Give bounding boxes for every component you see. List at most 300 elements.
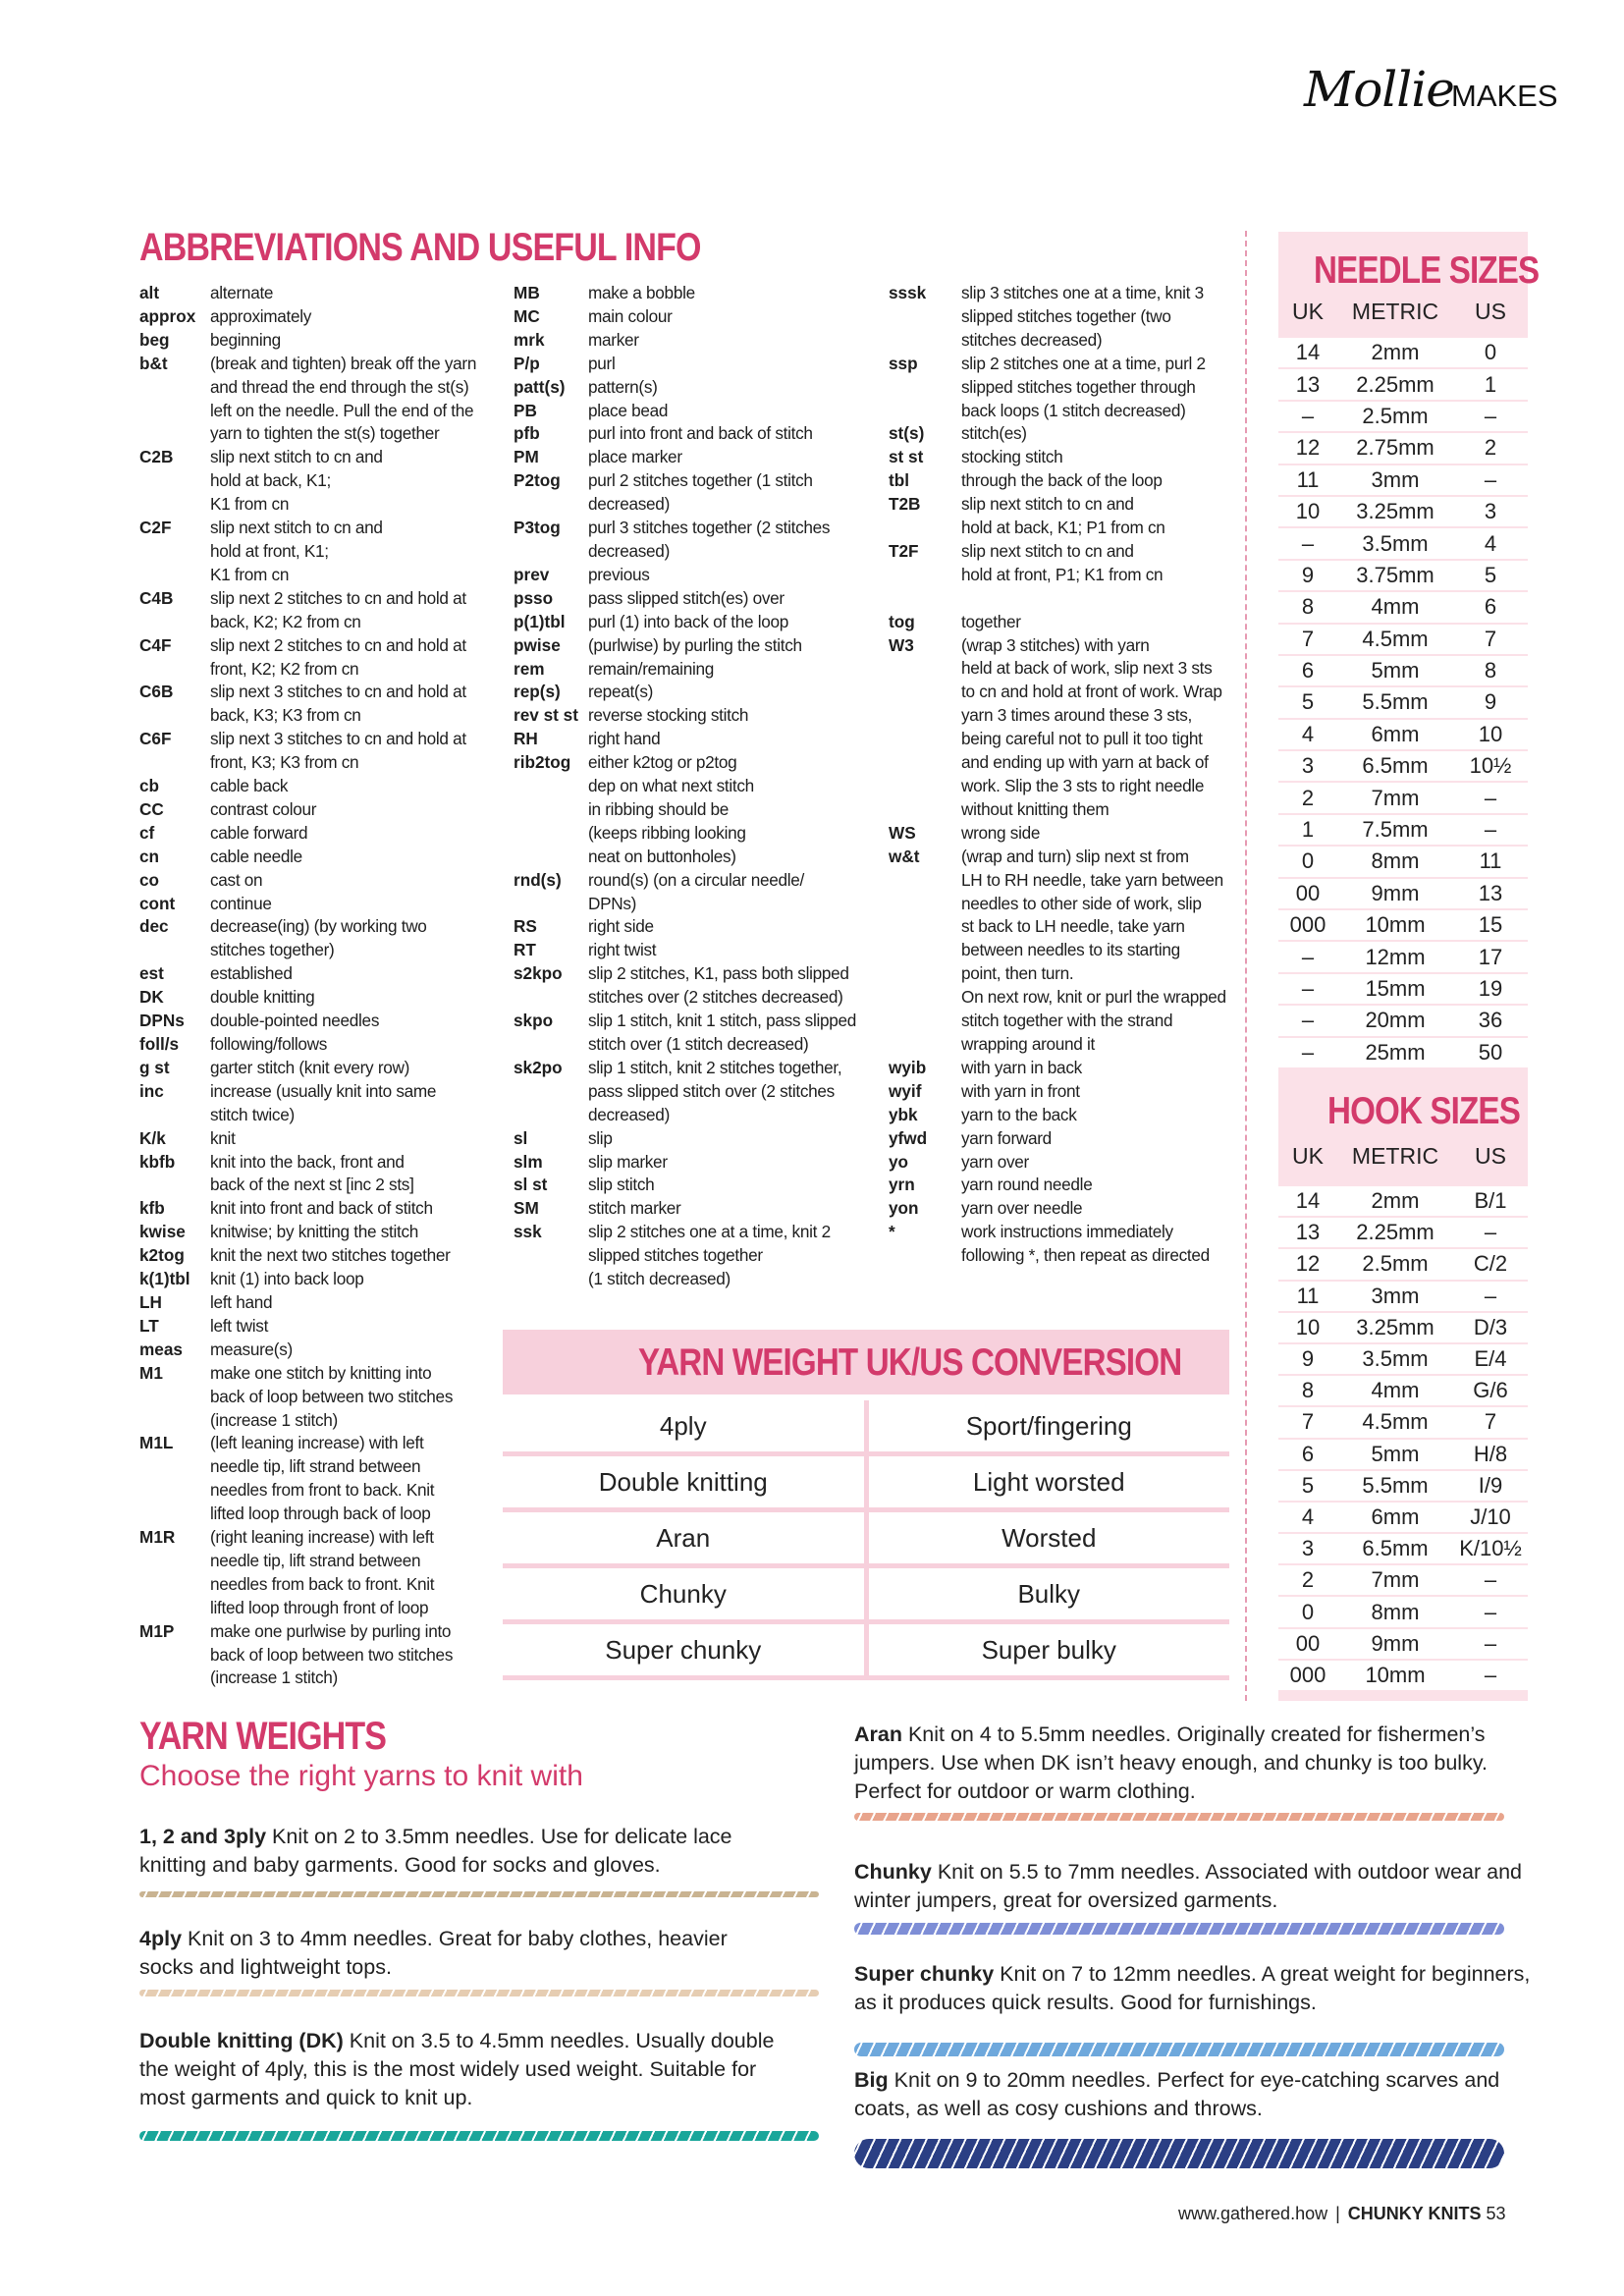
abbreviation-row (889, 564, 1227, 587)
abbreviation-meaning: back of the next st [inc 2 sts] (210, 1175, 414, 1195)
abbreviation-meaning: beginning (210, 329, 281, 350)
yarn-strand-image (854, 2043, 1504, 2056)
abbreviation-meaning: (keeps ribbing looking (588, 822, 746, 843)
uk-size: – (1301, 976, 1315, 1001)
yarn-weight-description (139, 1925, 778, 1982)
abbreviation-row (514, 1057, 862, 1080)
abbreviation-term: psso (514, 587, 554, 608)
abbreviation-term: st st (889, 447, 924, 467)
abbreviation-term: * (889, 1222, 895, 1242)
abbreviation-row (514, 493, 862, 517)
metric-size: 8mm (1371, 848, 1420, 874)
abbreviation-term: M1L (139, 1433, 174, 1453)
abbreviation-meaning: slip (588, 1127, 613, 1148)
uk-size: – (1301, 1039, 1315, 1065)
abbreviation-row (514, 540, 862, 564)
abbreviation-term: P/p (514, 353, 540, 373)
abbreviation-term: co (139, 869, 160, 890)
size-row (1278, 1471, 1528, 1501)
abbreviation-row (139, 915, 478, 939)
metric-size: 25mm (1365, 1039, 1426, 1065)
abbreviation-meaning: neat on buttonholes) (588, 846, 736, 866)
abbreviation-row (139, 446, 478, 469)
abbreviation-term: ybk (889, 1104, 918, 1124)
yarn-conversion-grid (503, 1400, 1229, 1680)
abbreviation-meaning: slipped stitches together (588, 1245, 763, 1266)
abbreviation-term: k(1)tbl (139, 1269, 190, 1289)
abbreviation-meaning (961, 587, 1227, 611)
yarn-weights-title: YARN WEIGHTS (139, 1715, 387, 1758)
abbreviation-meaning: slip 1 stitch, knit 1 stitch, pass slipped (588, 1011, 857, 1031)
abbreviation-row (139, 282, 478, 305)
us-size: 36 (1478, 1008, 1503, 1033)
abbreviation-row (139, 1409, 478, 1433)
abbreviation-meaning: back, K3; K3 from cn (210, 705, 361, 726)
yarn-weight-text: Knit on 7 to 12mm needles. A great weight for beginners, as it produces quick results. Good for furnishings. (854, 1962, 1531, 2014)
abbreviation-meaning: (wrap 3 stitches) with yarn (961, 634, 1150, 655)
abbreviation-meaning: knit into the back, front and (210, 1151, 405, 1172)
abbreviation-term (514, 1244, 588, 1268)
abbreviation-row (139, 1080, 478, 1104)
abbreviation-term: rev st st (514, 705, 578, 726)
abbreviation-term (889, 305, 961, 329)
size-row (1278, 369, 1528, 399)
abbreviation-meaning: (increase 1 stitch) (210, 1409, 338, 1430)
abbreviation-row (139, 775, 478, 798)
abbreviation-row (514, 1010, 862, 1033)
metric-size: 6mm (1371, 721, 1420, 746)
abbreviation-meaning: On next row, knit or purl the wrapped (961, 987, 1226, 1008)
abbreviation-term: prev (514, 564, 550, 584)
size-row (1278, 974, 1528, 1004)
abbreviation-term (514, 1080, 588, 1104)
abbreviation-term (889, 962, 961, 986)
metric-size: 6mm (1371, 1503, 1420, 1529)
abbreviation-row (514, 1127, 862, 1151)
abbreviations-column-3 (889, 282, 1227, 1268)
abbreviation-term: rep(s) (514, 682, 561, 702)
abbreviation-meaning: continue (210, 893, 272, 913)
abbreviation-term (514, 822, 588, 846)
abbreviation-term: PB (514, 400, 537, 420)
abbreviation-row (889, 775, 1227, 798)
abbreviation-meaning: cast on (210, 869, 263, 890)
abbreviation-row (139, 1386, 478, 1409)
abbreviation-term: P3tog (514, 518, 561, 538)
abbreviation-meaning: point, then turn. (961, 963, 1074, 984)
abbreviation-row (139, 1432, 478, 1455)
uk-size: 00 (1295, 880, 1321, 905)
abbreviation-term: patt(s) (514, 376, 566, 397)
size-row (1278, 338, 1528, 367)
uk-size: 7 (1301, 1409, 1315, 1435)
size-row (1278, 847, 1528, 876)
abbreviation-meaning: front, K2; K2 from cn (210, 658, 359, 679)
hook-sizes-table (1278, 1078, 1528, 1701)
size-row (1278, 1597, 1528, 1626)
abbreviation-meaning: decreased) (588, 1104, 670, 1124)
abbreviation-meaning: (increase 1 stitch) (210, 1667, 338, 1688)
abbreviation-term: s2kpo (514, 963, 563, 984)
metric-size: 3.75mm (1356, 562, 1435, 587)
us-size: 9 (1484, 689, 1497, 715)
abbreviation-term: RH (514, 729, 538, 749)
abbreviation-term: LT (139, 1315, 159, 1336)
abbreviation-meaning: stitches over (2 stitches decreased) (588, 987, 843, 1008)
abbreviation-meaning: reverse stocking stitch (588, 705, 749, 726)
yarn-weight-description (139, 1823, 778, 1880)
abbreviation-meaning: measure(s) (210, 1339, 293, 1359)
abbreviation-term: alt (139, 283, 160, 302)
us-size: 7 (1484, 626, 1497, 651)
abbreviation-term: RS (514, 916, 537, 937)
abbreviation-row (139, 1597, 478, 1620)
abbreviation-meaning: slip next 2 stitches to cn and hold at (210, 587, 466, 608)
abbreviation-term (514, 1104, 588, 1127)
abbreviation-meaning: round(s) (on a circular needle/ (588, 869, 804, 890)
abbreviation-term: ssp (889, 353, 918, 373)
yarn-weight-conversion (503, 1330, 1229, 1675)
us-size: 2 (1484, 435, 1497, 461)
abbreviation-term (139, 1573, 210, 1597)
abbreviation-meaning: left twist (210, 1315, 269, 1336)
uk-size: 00 (1295, 1630, 1321, 1656)
size-row (1278, 433, 1528, 463)
metric-size: 2mm (1371, 1188, 1420, 1214)
us-size: C/2 (1473, 1251, 1508, 1277)
us-size: 13 (1478, 880, 1503, 905)
abbreviation-meaning: (1 stitch decreased) (588, 1269, 731, 1289)
metric-size: 15mm (1365, 976, 1426, 1001)
abbreviation-term: rnd(s) (514, 869, 562, 890)
abbreviation-row (139, 587, 478, 611)
abbreviation-meaning: double-pointed needles (210, 1011, 380, 1031)
us-weight: Bulky (869, 1568, 1230, 1624)
size-row (1278, 465, 1528, 495)
abbreviation-term: dec (139, 916, 169, 937)
metric-size: 7mm (1371, 785, 1420, 810)
abbreviation-row (514, 376, 862, 400)
abbreviation-term: rem (514, 658, 545, 679)
abbreviation-term: cn (139, 846, 160, 866)
abbreviation-meaning: left hand (210, 1291, 273, 1312)
abbreviation-row (139, 1174, 478, 1197)
uk-size: 13 (1295, 1220, 1321, 1245)
abbreviation-row (139, 540, 478, 564)
uk-size: 4 (1301, 721, 1315, 746)
yarn-strand-image (854, 2139, 1504, 2168)
abbreviation-term: inc (139, 1080, 164, 1101)
abbreviation-row (139, 400, 478, 423)
abbreviation-meaning: yarn over needle (961, 1198, 1083, 1219)
abbreviation-meaning: hold at front, K1; (210, 540, 329, 561)
metric-size: 12mm (1365, 944, 1426, 969)
abbreviation-row (514, 1174, 862, 1197)
us-size: – (1484, 403, 1497, 428)
abbreviation-term: W3 (889, 634, 914, 655)
abbreviation-meaning: slip next stitch to cn and (961, 494, 1134, 515)
abbreviation-term: RT (514, 940, 536, 960)
uk-weight: Aran (503, 1512, 869, 1568)
abbreviation-row (889, 846, 1227, 869)
mollie-makes-logo (1304, 61, 1558, 120)
metric-size: 10mm (1365, 1662, 1426, 1687)
abbreviation-term (889, 728, 961, 751)
metric-size: 5mm (1371, 658, 1420, 683)
yarn-weight-name: 4ply (139, 1927, 183, 1950)
abbreviation-row (889, 282, 1227, 305)
size-row (1278, 1503, 1528, 1532)
abbreviation-meaning: purl 3 stitches together (2 stitches (588, 518, 831, 538)
abbreviation-term (139, 422, 210, 446)
size-row (1278, 1376, 1528, 1405)
abbreviation-term: M1P (139, 1620, 175, 1641)
abbreviation-term: PM (514, 447, 539, 467)
abbreviation-meaning: slip next 3 stitches to cn and hold at (210, 729, 466, 749)
abbreviation-row (139, 798, 478, 822)
abbreviation-term (889, 517, 961, 540)
abbreviation-term (889, 1244, 961, 1268)
abbreviation-term: st(s) (889, 423, 925, 444)
yarn-weight-text: Knit on 3.5 to 4.5mm needles. Usually double the weight of 4ply, this is the most widely used weight. Suitable for most garments and quick to knit up. (139, 2029, 775, 2109)
abbreviation-meaning: in ribbing should be (588, 798, 730, 819)
size-row (1278, 656, 1528, 685)
abbreviation-row (139, 893, 478, 916)
abbreviation-meaning: needles from front to back. Knit (210, 1480, 435, 1501)
abbreviation-term: sk2po (514, 1057, 563, 1077)
abbreviation-row (139, 1315, 478, 1339)
abbreviation-row (139, 939, 478, 962)
abbreviation-term (139, 1503, 210, 1526)
abbreviation-term (139, 658, 210, 682)
abbreviation-row (889, 657, 1227, 681)
abbreviation-term: w&t (889, 846, 920, 866)
abbreviation-meaning: slip next 2 stitches to cn and hold at (210, 634, 466, 655)
abbreviation-meaning: LH to RH needle, take yarn between (961, 869, 1223, 890)
abbreviation-row (139, 1503, 478, 1526)
metric-size: 20mm (1365, 1008, 1426, 1033)
abbreviation-row (514, 611, 862, 634)
abbreviation-term: P2tog (514, 470, 561, 491)
abbreviation-meaning: K1 from cn (210, 564, 290, 584)
abbreviation-row (514, 1197, 862, 1221)
abbreviation-meaning: double knitting (210, 987, 315, 1008)
abbreviation-term (139, 611, 210, 634)
abbreviation-term: foll/s (139, 1034, 180, 1054)
size-row (1278, 1440, 1528, 1469)
abbreviation-row (514, 822, 862, 846)
needle-sizes-rows (1278, 338, 1528, 1067)
size-row (1278, 592, 1528, 622)
needle-sizes-table (1278, 232, 1540, 1088)
abbreviation-term (139, 1644, 210, 1667)
abbreviation-term: yon (889, 1198, 919, 1219)
hook-sizes-title: HOOK SIZES (1327, 1090, 1520, 1132)
size-row (1278, 1565, 1528, 1595)
uk-size: 11 (1296, 1283, 1320, 1308)
abbreviation-row (139, 846, 478, 869)
abbreviation-row (514, 1268, 862, 1291)
abbreviation-meaning: st back to LH needle, take yarn (961, 916, 1185, 937)
abbreviation-row (514, 704, 862, 728)
abbreviation-term (889, 564, 961, 587)
abbreviation-row (889, 822, 1227, 846)
us-size: H/8 (1473, 1441, 1508, 1466)
abbreviation-meaning: decrease(ing) (by working two (210, 916, 427, 937)
size-row (1278, 1661, 1528, 1690)
abbreviation-term (889, 329, 961, 353)
yarn-weight-text: Knit on 4 to 5.5mm needles. Originally created for fishermen’s jumpers. Use when DK isn’t heavy enough, and chunky is too bulky. Perfect for outdoor or warm clothing. (854, 1722, 1488, 1803)
abbreviation-row (889, 704, 1227, 728)
logo-script: Mollie (1304, 61, 1454, 118)
abbreviation-row (889, 376, 1227, 400)
uk-size: 6 (1301, 658, 1315, 683)
abbreviation-row (514, 893, 862, 916)
us-size: 19 (1478, 976, 1503, 1001)
abbreviation-row (139, 1667, 478, 1690)
size-row (1278, 402, 1528, 431)
abbreviation-meaning: pass slipped stitch over (2 stitches (588, 1080, 835, 1101)
abbreviation-row (889, 798, 1227, 822)
abbreviations-column-1 (139, 282, 478, 1690)
abbreviation-term: sssk (889, 283, 927, 302)
us-size: 50 (1478, 1039, 1503, 1065)
page-number: 53 (1486, 2204, 1506, 2223)
abbreviation-term (514, 540, 588, 564)
abbreviation-meaning: purl (588, 353, 616, 373)
yarn-conversion-header-bar (503, 1330, 1229, 1394)
abbreviation-term: meas (139, 1339, 183, 1359)
abbreviation-term: rib2tog (514, 752, 571, 773)
abbreviation-row (889, 540, 1227, 564)
abbreviation-row (139, 564, 478, 587)
abbreviation-row (514, 282, 862, 305)
metric-size: 3.5mm (1362, 1346, 1429, 1372)
abbreviation-row (139, 376, 478, 400)
abbreviation-row (514, 1033, 862, 1057)
uk-size: – (1301, 530, 1315, 556)
abbreviation-term: LH (139, 1291, 162, 1312)
abbreviation-row (139, 1151, 478, 1175)
abbreviation-row (139, 751, 478, 775)
abbreviation-term: p(1)tbl (514, 611, 566, 631)
abbreviation-meaning: place bead (588, 400, 669, 420)
abbreviation-meaning: slip next 3 stitches to cn and hold at (210, 682, 466, 702)
size-row (1278, 1249, 1528, 1279)
abbreviation-meaning: between needles to its starting (961, 940, 1180, 960)
abbreviation-term: cb (139, 776, 160, 796)
abbreviation-term: mrk (514, 329, 545, 350)
metric-size: 3mm (1371, 1283, 1420, 1308)
us-size: 6 (1484, 594, 1497, 620)
yarn-weight-name: Super chunky (854, 1962, 995, 1986)
yarn-weight-name: Double knitting (DK) (139, 2029, 344, 2052)
abbreviation-term (889, 704, 961, 728)
abbreviation-row (514, 798, 862, 822)
abbreviation-row (139, 1268, 478, 1291)
yarn-weight-text: Knit on 5.5 to 7mm needles. Associated with outdoor wear and winter jumpers, great for oversized garments. (854, 1860, 1523, 1912)
abbreviation-row (139, 1104, 478, 1127)
abbreviation-term (139, 1479, 210, 1503)
abbreviation-meaning: yarn to the back (961, 1104, 1077, 1124)
abbreviation-meaning: following/follows (210, 1034, 328, 1054)
abbreviation-meaning: purl into front and back of stitch (588, 423, 813, 444)
size-row (1278, 751, 1528, 781)
abbreviation-term (139, 540, 210, 564)
uk-size: 5 (1301, 1472, 1315, 1498)
abbreviation-row (889, 1151, 1227, 1175)
abbreviation-row (514, 587, 862, 611)
size-row (1278, 1407, 1528, 1437)
abbreviation-row (889, 634, 1227, 658)
us-size: I/9 (1478, 1472, 1503, 1498)
abbreviation-row (889, 469, 1227, 493)
uk-size: 000 (1289, 912, 1326, 938)
metric-size: 9mm (1371, 880, 1420, 905)
abbreviation-row (889, 1033, 1227, 1057)
abbreviation-term: yo (889, 1151, 909, 1172)
abbreviation-row (889, 986, 1227, 1010)
abbreviation-term: T2F (889, 540, 919, 561)
uk-size: 5 (1301, 689, 1315, 715)
us-size: 7 (1484, 1409, 1497, 1435)
abbreviation-term (514, 893, 588, 916)
abbreviation-meaning: wrapping around it (961, 1033, 1096, 1054)
abbreviation-meaning: being careful not to pull it too tight (961, 729, 1203, 749)
abbreviation-term (139, 564, 210, 587)
us-size: – (1484, 785, 1497, 810)
yarn-conversion-title: YARN WEIGHT UK/US CONVERSION (638, 1341, 1182, 1384)
abbreviation-row (514, 1080, 862, 1104)
uk-size: 10 (1295, 1314, 1321, 1339)
abbreviation-row (889, 1174, 1227, 1197)
abbreviation-meaning: pattern(s) (588, 376, 658, 397)
abbreviation-row (514, 846, 862, 869)
abbreviation-meaning: back of loop between two stitches (210, 1644, 454, 1665)
abbreviation-row (889, 939, 1227, 962)
size-row (1278, 1629, 1528, 1659)
abbreviation-meaning: make one purlwise by purling into (210, 1620, 452, 1641)
size-row (1278, 1038, 1528, 1067)
abbreviation-meaning: slip 2 stitches one at a time, knit 2 (588, 1222, 831, 1242)
abbreviation-term: C6F (139, 729, 172, 749)
abbreviation-term: approx (139, 305, 196, 326)
abbreviation-term (139, 751, 210, 775)
abbreviation-row (889, 1057, 1227, 1080)
abbreviation-term: g st (139, 1057, 170, 1077)
abbreviation-meaning: wrong side (961, 822, 1041, 843)
abbreviation-term (139, 1550, 210, 1573)
abbreviation-term (514, 798, 588, 822)
size-row (1278, 528, 1528, 558)
abbreviation-meaning: stitches together) (210, 940, 335, 960)
conversion-row (503, 1400, 1229, 1456)
abbreviation-meaning: stitch together with the strand (961, 1011, 1173, 1031)
abbreviation-term: K/k (139, 1127, 166, 1148)
abbreviation-term: b&t (139, 353, 168, 373)
abbreviation-row (514, 775, 862, 798)
us-size: K/10½ (1459, 1536, 1522, 1561)
size-row (1278, 879, 1528, 908)
abbreviation-meaning: stitch marker (588, 1198, 681, 1219)
yarn-weight-name: 1, 2 and 3ply (139, 1825, 267, 1848)
us-size: G/6 (1473, 1378, 1508, 1403)
abbreviation-term: MC (514, 305, 540, 326)
abbreviation-row (889, 869, 1227, 893)
abbreviation-meaning: hold at back, K1; (210, 470, 331, 491)
abbreviation-row (514, 915, 862, 939)
abbreviation-row (514, 658, 862, 682)
